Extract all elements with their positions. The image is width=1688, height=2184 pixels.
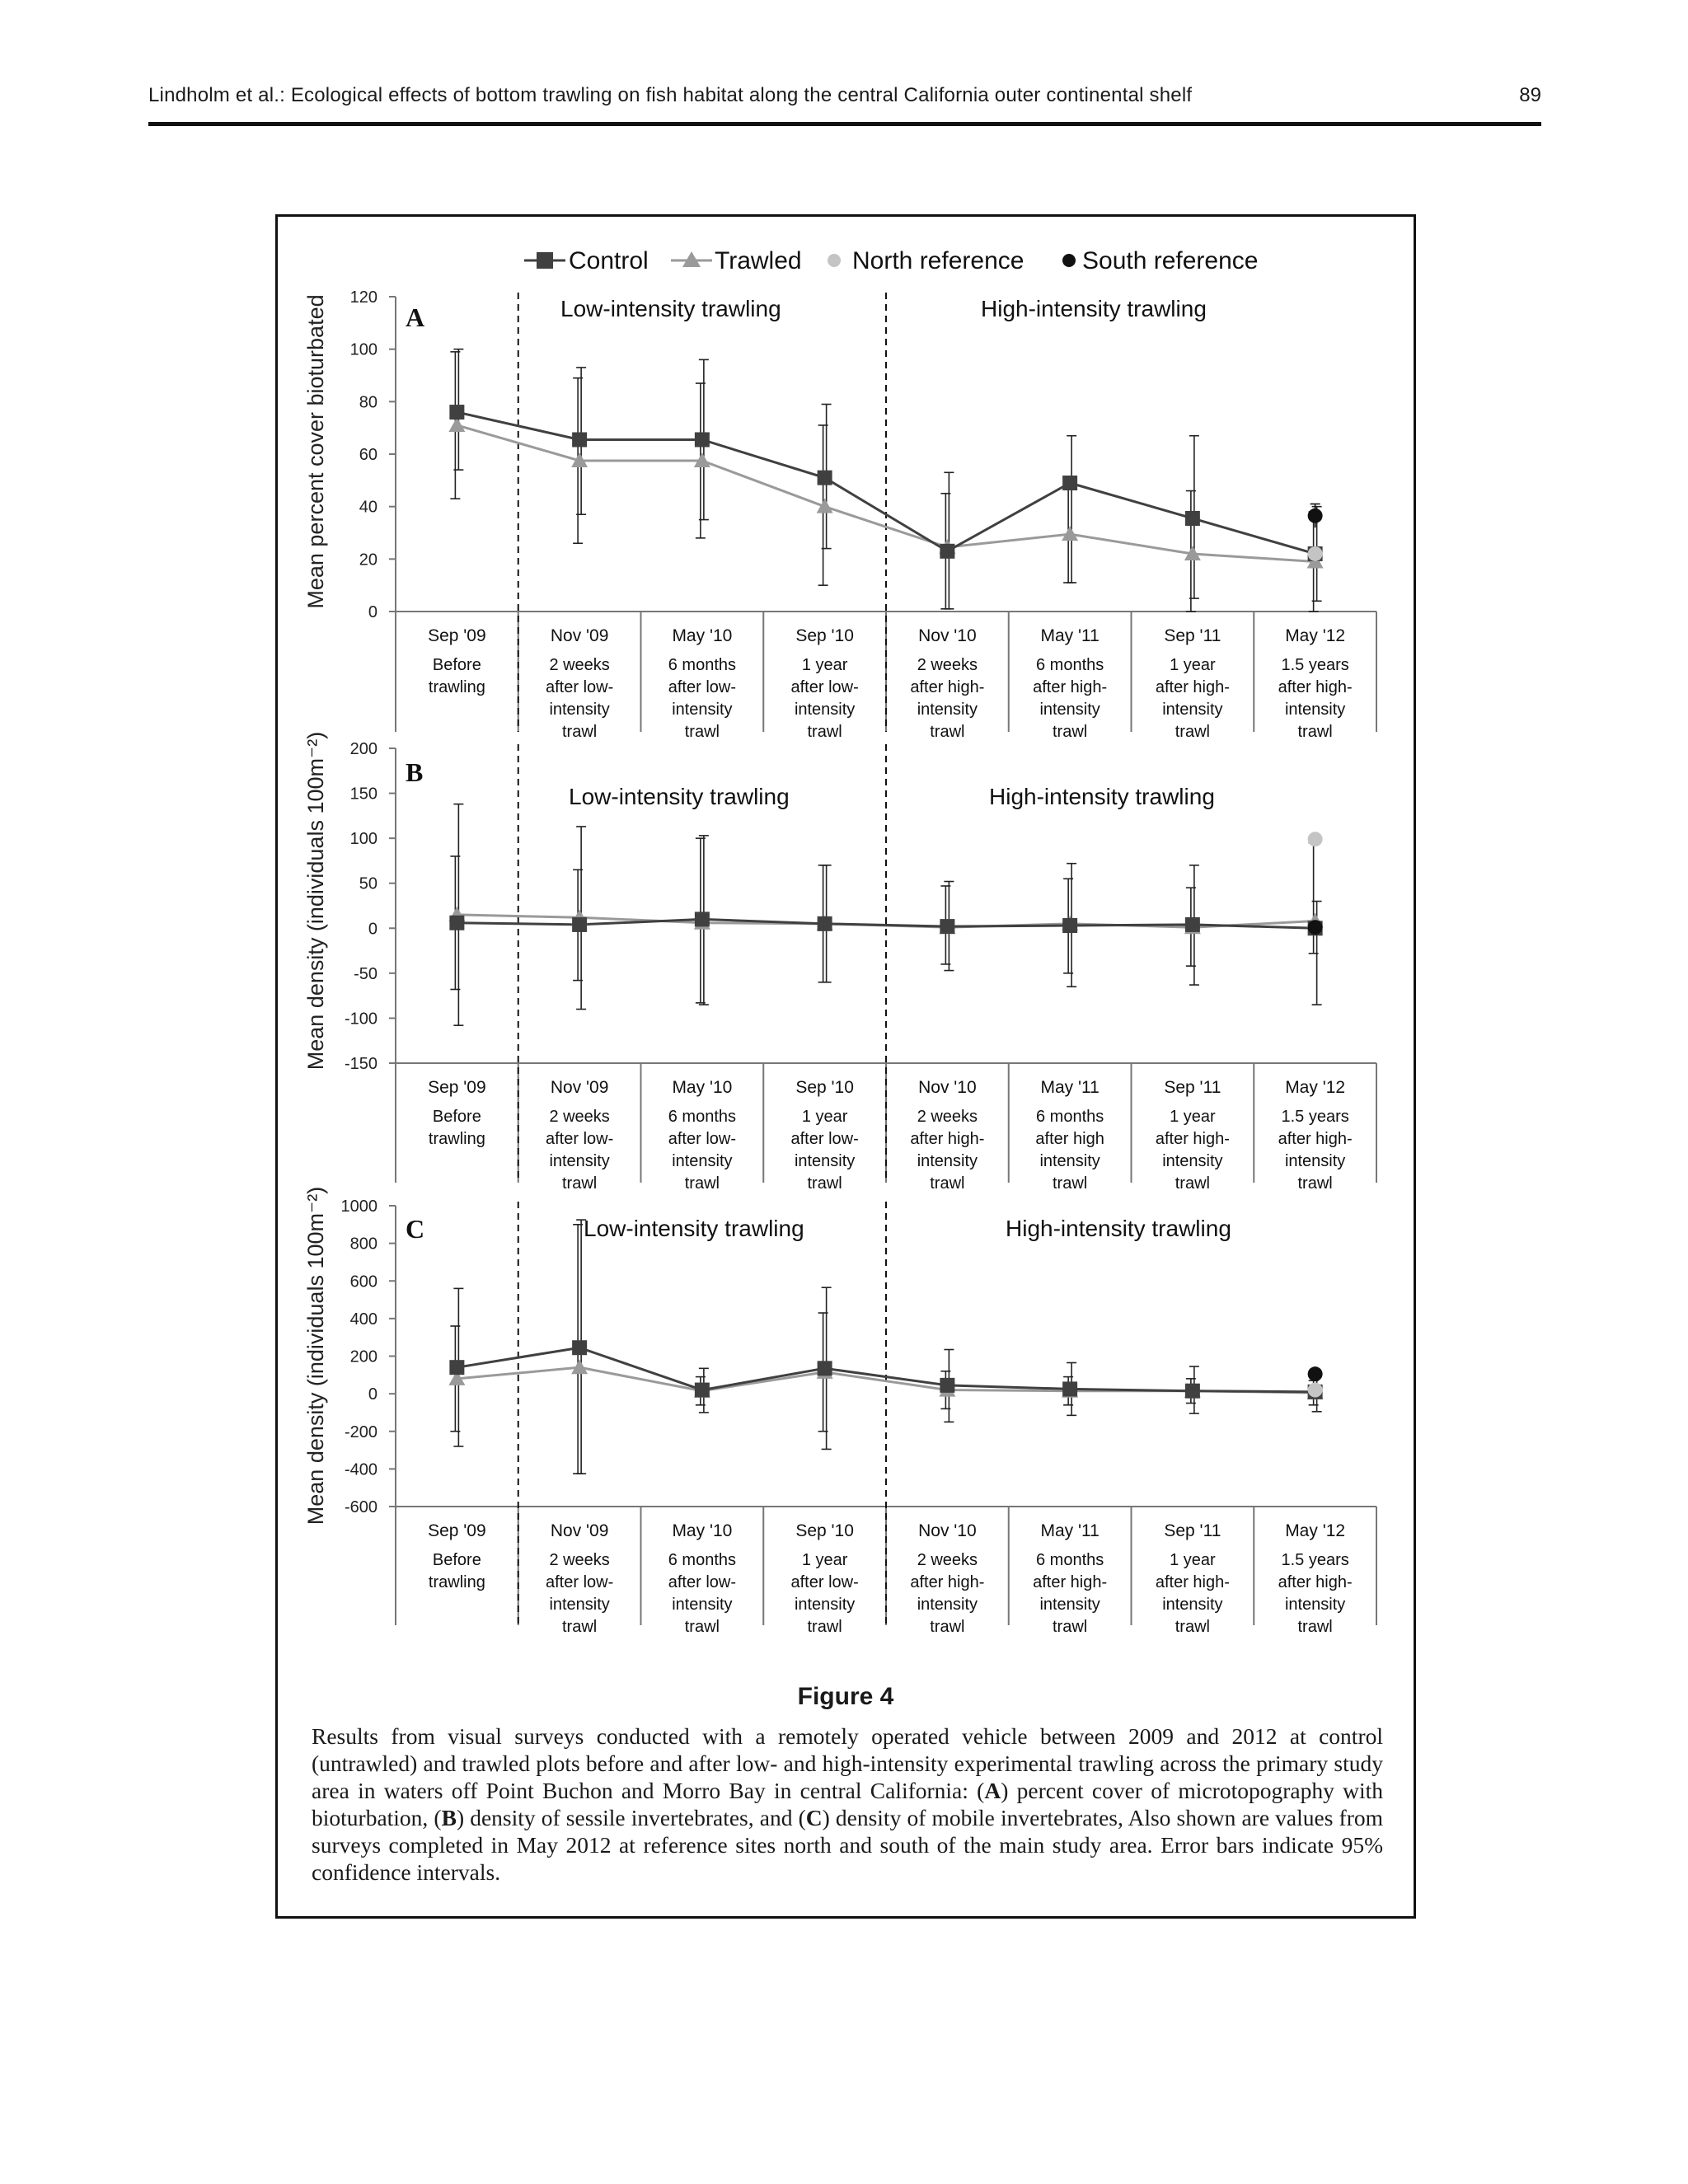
panel-c-control-point bbox=[449, 1360, 464, 1375]
panel-b-category-note: 6 months bbox=[668, 1108, 737, 1126]
panel-b-category-note: 1.5 years bbox=[1281, 1108, 1349, 1126]
panel-b-north-reference-point bbox=[1308, 832, 1323, 846]
panel-b-category-note: 1 year bbox=[801, 1108, 848, 1126]
panel-c-category-note: after high- bbox=[1155, 1573, 1230, 1591]
caption-text-2: ) percent cover of microtopography with bioturbation, ( bbox=[312, 1778, 1383, 1830]
panel-c-y-tick-label: 0 bbox=[368, 1385, 377, 1404]
panel-b-y-tick-label: -50 bbox=[354, 964, 377, 983]
panel-a-y-tick-label: 0 bbox=[368, 603, 377, 621]
panel-c-y-tick-label: 600 bbox=[349, 1272, 377, 1291]
panel-a-x-tick-label: Sep '11 bbox=[1164, 626, 1221, 645]
panel-b-category-note: trawl bbox=[1175, 1174, 1210, 1193]
panel-b-x-tick-label: May '12 bbox=[1285, 1078, 1346, 1097]
legend-south-label: South reference bbox=[1082, 247, 1259, 274]
panel-b-category-note: 6 months bbox=[1035, 1108, 1104, 1126]
panel-a-control-point bbox=[449, 405, 464, 419]
legend-trawled-label: Trawled bbox=[715, 247, 802, 274]
panel-c-category-note: trawl bbox=[807, 1618, 842, 1636]
panel-b-x-tick-label: May '11 bbox=[1040, 1078, 1100, 1097]
panel-a-trawled-point bbox=[1062, 526, 1078, 541]
panel-b-y-tick-label: 100 bbox=[349, 830, 377, 849]
panel-a-category-note: intensity bbox=[1162, 701, 1223, 719]
panel-c-x-tick-label: May '10 bbox=[672, 1521, 733, 1540]
panel-c-category-note: intensity bbox=[1284, 1596, 1346, 1614]
panel-c-x-tick-label: Nov '10 bbox=[918, 1521, 977, 1540]
panel-a-x-tick-label: Nov '10 bbox=[918, 626, 977, 645]
panel-a-category-note: intensity bbox=[917, 701, 978, 719]
panel-a-control-point bbox=[1185, 511, 1200, 526]
panel-a-high-intensity-label: High-intensity trawling bbox=[981, 296, 1207, 321]
panel-a-category-note: intensity bbox=[1039, 701, 1100, 719]
panel-b-y-tick-label: 150 bbox=[349, 785, 377, 804]
panel-c-category-note: after high- bbox=[1033, 1573, 1108, 1591]
panel-a-category-note: trawl bbox=[1053, 723, 1088, 741]
panel-c-category-note: trawl bbox=[930, 1618, 965, 1636]
panel-b-category-note: Before bbox=[432, 1108, 481, 1126]
panel-a-category-note: trawl bbox=[807, 723, 842, 741]
panel-c-north-reference-point bbox=[1308, 1383, 1323, 1398]
panel-c-x-tick-label: Nov '09 bbox=[550, 1521, 609, 1540]
panel-a-category-note: after low- bbox=[668, 678, 736, 696]
panel-b-x-tick-label: Nov '09 bbox=[550, 1078, 609, 1097]
panel-c-y-tick-label: 1000 bbox=[340, 1197, 377, 1216]
panel-b-y-label: Mean density (individuals 100m⁻²) bbox=[303, 731, 328, 1071]
panel-b-control-point bbox=[818, 916, 832, 931]
panel-a-control-point bbox=[940, 544, 954, 559]
panel-a-control-point bbox=[818, 471, 832, 485]
panel-c-y-tick-label: 200 bbox=[349, 1347, 377, 1366]
panel-c-control-point bbox=[695, 1383, 710, 1398]
panel-c-x-tick-label: Sep '09 bbox=[428, 1521, 486, 1540]
panel-c-x-tick-label: Sep '11 bbox=[1164, 1521, 1221, 1540]
panel-c-category-note: after low- bbox=[546, 1573, 614, 1591]
panel-c-category-note: after high- bbox=[1278, 1573, 1353, 1591]
panel-a-category-note: after high- bbox=[1155, 678, 1230, 696]
panel-a-category-note: after high- bbox=[1278, 678, 1353, 696]
caption-text-3: ) density of sessile invertebrates, and ( bbox=[456, 1805, 806, 1830]
panel-a-category-note: 6 months bbox=[668, 656, 737, 674]
panel-c-category-note: intensity bbox=[549, 1596, 610, 1614]
panel-a-x-tick-label: May '11 bbox=[1040, 626, 1100, 645]
panel-a-category-note: 1.5 years bbox=[1281, 656, 1349, 674]
panel-c-control-point bbox=[1185, 1384, 1200, 1399]
panel-c-x-tick-label: Sep '10 bbox=[795, 1521, 854, 1540]
panel-b-category-note: intensity bbox=[794, 1152, 856, 1170]
panel-a-category-note: 6 months bbox=[1035, 656, 1104, 674]
panel-c-category-note: trawl bbox=[562, 1618, 598, 1636]
caption-text-1: Results from visual surveys conducted with a remotely operated vehicle between 2009 and 2012 at control (untrawled) and trawled plots before and after low- and high-intensity experimental trawling across the primary study area in waters off Point Buchon and Morro Bay in central California: ( bbox=[312, 1723, 1383, 1803]
panel-a-x-tick-label: Sep '10 bbox=[795, 626, 854, 645]
caption-panel-c: C bbox=[805, 1805, 823, 1830]
panel-b-category-note: intensity bbox=[672, 1152, 733, 1170]
panel-b-x-tick-label: Sep '11 bbox=[1164, 1078, 1221, 1097]
panel-a-category-note: after low- bbox=[790, 678, 859, 696]
panel-b-high-intensity-label: High-intensity trawling bbox=[989, 784, 1215, 809]
panel-b-category-note: after high- bbox=[1278, 1130, 1353, 1148]
panel-b-control-point bbox=[572, 917, 587, 932]
panel-c-category-note: 2 weeks bbox=[549, 1551, 610, 1569]
panel-a-low-intensity-label: Low-intensity trawling bbox=[560, 296, 781, 321]
panel-b-category-note: trawl bbox=[930, 1174, 965, 1193]
panel-b-category-note: intensity bbox=[1162, 1152, 1223, 1170]
legend-control-label: Control bbox=[569, 247, 649, 274]
panel-b-x-tick-label: Nov '10 bbox=[918, 1078, 977, 1097]
panel-a-x-tick-label: Nov '09 bbox=[550, 626, 609, 645]
panel-b-category-note: 2 weeks bbox=[917, 1108, 978, 1126]
caption-panel-b: B bbox=[441, 1805, 457, 1830]
panel-b-low-intensity-label: Low-intensity trawling bbox=[569, 784, 790, 809]
panel-c-category-note: intensity bbox=[672, 1596, 733, 1614]
panel-a-category-note: trawling bbox=[428, 678, 485, 696]
panel-b-y-tick-label: 0 bbox=[368, 920, 377, 939]
panel-a-y-tick-label: 60 bbox=[359, 446, 377, 464]
panel-a-x-tick-label: May '10 bbox=[672, 626, 733, 645]
panel-b-control-point bbox=[940, 919, 954, 934]
panel-c-control-point bbox=[572, 1340, 587, 1355]
panel-b-category-note: after high- bbox=[1155, 1130, 1230, 1148]
panel-c-control-point bbox=[1062, 1381, 1077, 1396]
panel-b-category-note: trawl bbox=[1297, 1174, 1333, 1193]
panel-b-control-point bbox=[449, 916, 464, 930]
panel-c-trawled-point bbox=[571, 1359, 588, 1374]
panel-b-category-note: 2 weeks bbox=[549, 1108, 610, 1126]
panel-a-y-tick-label: 20 bbox=[359, 551, 377, 569]
panel-a-y-tick-label: 120 bbox=[349, 288, 377, 307]
panel-c-y-tick-label: 400 bbox=[349, 1310, 377, 1329]
panel-a-trawled-point bbox=[817, 499, 833, 513]
panel-a-category-note: after low- bbox=[546, 678, 614, 696]
panel-a-category-note: after high- bbox=[1033, 678, 1108, 696]
panel-a-y-label: Mean percent cover bioturbated bbox=[303, 294, 328, 609]
panel-b-y-tick-label: -100 bbox=[344, 1010, 377, 1029]
panel-b-category-note: intensity bbox=[1284, 1152, 1346, 1170]
panel-b-control-point bbox=[695, 912, 710, 926]
panel-c-category-note: 6 months bbox=[668, 1551, 737, 1569]
panel-b-category-note: after low- bbox=[790, 1130, 859, 1148]
panel-c-letter: C bbox=[406, 1214, 425, 1244]
panel-c-category-note: trawling bbox=[428, 1573, 485, 1591]
panel-c-y-label: Mean density (individuals 100m⁻²) bbox=[303, 1186, 328, 1526]
panel-a-y-tick-label: 40 bbox=[359, 498, 377, 517]
panel-c-category-note: 1 year bbox=[1170, 1551, 1216, 1569]
panel-b-category-note: trawl bbox=[807, 1174, 842, 1193]
panel-a-category-note: 1 year bbox=[1170, 656, 1216, 674]
panel-b-x-tick-label: May '10 bbox=[672, 1078, 733, 1097]
caption-panel-a: A bbox=[984, 1778, 1001, 1803]
panel-c-y-tick-label: -200 bbox=[344, 1422, 377, 1441]
panel-b-y-tick-label: 200 bbox=[349, 740, 377, 758]
panel-b-y-tick-label: 50 bbox=[359, 874, 377, 893]
panel-a-south-reference-point bbox=[1308, 509, 1323, 523]
panel-b-category-note: intensity bbox=[1039, 1152, 1100, 1170]
running-title: Lindholm et al.: Ecological effects of bottom trawling on fish habitat along the central California outer continental shelf bbox=[148, 84, 1193, 106]
panel-b-category-note: after low- bbox=[546, 1130, 614, 1148]
panel-b-category-note: intensity bbox=[917, 1152, 978, 1170]
panel-c-category-note: intensity bbox=[1162, 1596, 1223, 1614]
panel-a-category-note: intensity bbox=[549, 701, 610, 719]
panel-a-control-point bbox=[1062, 476, 1077, 490]
panel-c-category-note: trawl bbox=[1297, 1618, 1333, 1636]
panel-c-category-note: trawl bbox=[684, 1618, 720, 1636]
legend-north-label: North reference bbox=[852, 247, 1025, 274]
figure-caption bbox=[312, 1722, 1383, 1886]
panel-b-y-tick-label: -150 bbox=[344, 1055, 377, 1073]
panel-b-category-note: trawl bbox=[562, 1174, 598, 1193]
panel-b-control-point bbox=[1062, 918, 1077, 933]
panel-a-y-tick-label: 100 bbox=[349, 340, 377, 359]
panel-b-letter: B bbox=[406, 757, 424, 787]
panel-a-category-note: trawl bbox=[1175, 723, 1210, 741]
panel-b-x-tick-label: Sep '10 bbox=[795, 1078, 854, 1097]
panel-c-y-tick-label: -400 bbox=[344, 1460, 377, 1479]
panel-b-control-point bbox=[1185, 917, 1200, 932]
panel-c-category-note: after low- bbox=[790, 1573, 859, 1591]
panel-a-letter: A bbox=[406, 302, 425, 332]
panel-a-category-note: 2 weeks bbox=[549, 656, 610, 674]
panel-b-category-note: trawl bbox=[684, 1174, 720, 1193]
legend-control-marker bbox=[537, 252, 553, 269]
panel-b-category-note: trawling bbox=[428, 1130, 485, 1148]
legend-north-marker bbox=[828, 254, 841, 267]
panel-a-category-note: trawl bbox=[930, 723, 965, 741]
panel-c-category-note: intensity bbox=[917, 1596, 978, 1614]
panel-a-y-tick-label: 80 bbox=[359, 393, 377, 412]
legend-south-marker bbox=[1062, 254, 1076, 267]
panel-a-category-note: trawl bbox=[1297, 723, 1333, 741]
panel-c-y-tick-label: 800 bbox=[349, 1235, 377, 1254]
panel-a-x-tick-label: May '12 bbox=[1285, 626, 1346, 645]
panel-b-category-note: trawl bbox=[1053, 1174, 1088, 1193]
panel-b-x-tick-label: Sep '09 bbox=[428, 1078, 486, 1097]
panel-a-category-note: Before bbox=[432, 656, 481, 674]
panel-c-category-note: intensity bbox=[1039, 1596, 1100, 1614]
panel-c-category-note: 6 months bbox=[1035, 1551, 1104, 1569]
panel-a-category-note: intensity bbox=[1284, 701, 1346, 719]
panel-c-category-note: trawl bbox=[1175, 1618, 1210, 1636]
panel-a-category-note: trawl bbox=[562, 723, 598, 741]
panel-c-category-note: Before bbox=[432, 1551, 481, 1569]
panel-c-control-point bbox=[818, 1361, 832, 1376]
panel-c-control-point bbox=[940, 1378, 954, 1393]
panel-c-x-tick-label: May '12 bbox=[1285, 1521, 1346, 1540]
panel-c-category-note: trawl bbox=[1053, 1618, 1088, 1636]
panel-b-category-note: after low- bbox=[668, 1130, 736, 1148]
panel-c-category-note: intensity bbox=[794, 1596, 856, 1614]
panel-c-category-note: 2 weeks bbox=[917, 1551, 978, 1569]
panel-a-category-note: intensity bbox=[672, 701, 733, 719]
panel-c-category-note: after high- bbox=[910, 1573, 985, 1591]
panel-a-x-tick-label: Sep '09 bbox=[428, 626, 486, 645]
page-number: 89 bbox=[1519, 84, 1541, 106]
caption-text-4: ) density of mobile invertebrates, Also shown are values from surveys completed in May 2012 at reference sites north and south of the main study area. Error bars indicate 95% confidence intervals. bbox=[312, 1805, 1384, 1885]
panel-c-x-tick-label: May '11 bbox=[1040, 1521, 1100, 1540]
panel-c-low-intensity-label: Low-intensity trawling bbox=[584, 1216, 804, 1241]
panel-a-category-note: intensity bbox=[794, 701, 856, 719]
panel-a-category-note: after high- bbox=[910, 678, 985, 696]
figure-title: Figure 4 bbox=[797, 1683, 894, 1710]
panel-c-category-note: 1 year bbox=[801, 1551, 848, 1569]
panel-c-y-tick-label: -600 bbox=[344, 1498, 377, 1516]
panel-b-category-note: intensity bbox=[549, 1152, 610, 1170]
panel-a-category-note: trawl bbox=[684, 723, 720, 741]
panel-b-category-note: 1 year bbox=[1170, 1108, 1216, 1126]
panel-a-category-note: 1 year bbox=[801, 656, 848, 674]
panel-b-south-reference-point bbox=[1308, 920, 1323, 935]
panel-c-south-reference-point bbox=[1308, 1366, 1323, 1381]
panel-a-control-point bbox=[572, 432, 587, 447]
panel-c-category-note: 1.5 years bbox=[1281, 1551, 1349, 1569]
panel-a-north-reference-point bbox=[1308, 546, 1323, 561]
panel-a-category-note: 2 weeks bbox=[917, 656, 978, 674]
panel-a-control-point bbox=[695, 432, 710, 447]
panel-c-category-note: after low- bbox=[668, 1573, 736, 1591]
panel-c-high-intensity-label: High-intensity trawling bbox=[1006, 1216, 1231, 1241]
panel-b-category-note: after high bbox=[1035, 1130, 1104, 1148]
panel-b-category-note: after high- bbox=[910, 1130, 985, 1148]
